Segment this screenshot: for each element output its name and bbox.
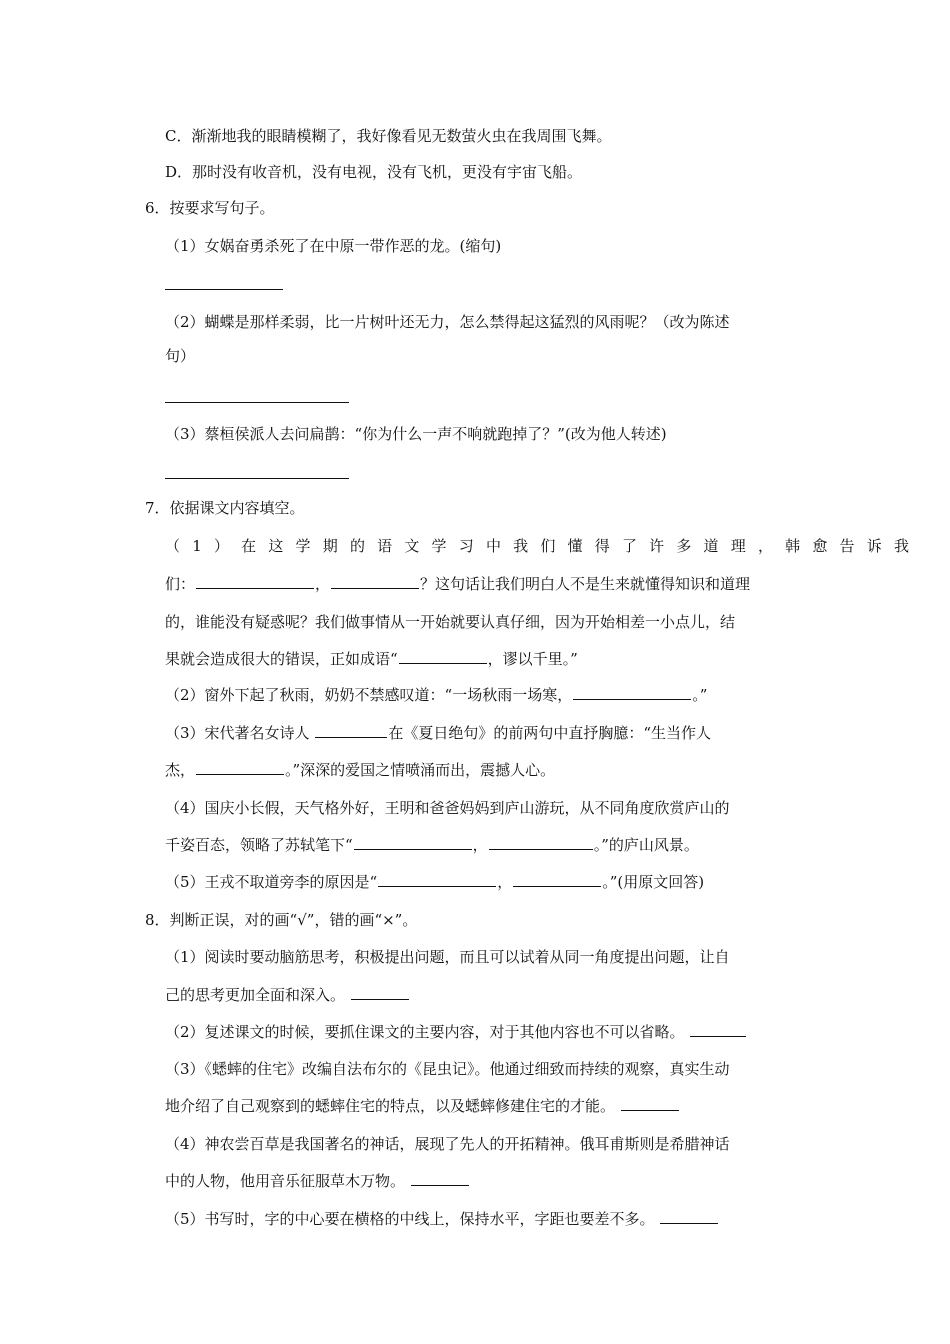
q7-part-5: （5）王戎不取道旁李的原因是“ ， 。”(用原文回答): [165, 868, 950, 896]
q8-statement-1-line-1: （1）阅读时要动脑筋思考，积极提出问题，而且可以试着从同一角度提出问题，让自: [165, 948, 730, 966]
q6-sentence-2-line-2: 句）: [165, 347, 196, 365]
q5-option-c: C．渐渐地我的眼睛模糊了，我好像看见无数萤火虫在我周围飞舞。: [165, 127, 612, 145]
q7-blank-9[interactable]: [378, 870, 496, 887]
q8-answer-5[interactable]: [660, 1207, 718, 1224]
q7-blank-8[interactable]: [489, 833, 593, 850]
q8-title: 8．判断正误，对的画“√”，错的画“×”。: [145, 911, 418, 929]
q8-statement-4-line-2: 中的人物，他用音乐征服草木万物。: [165, 1167, 950, 1195]
q6-title: 6．按要求写句子。: [145, 199, 275, 217]
q8-answer-2[interactable]: [690, 1020, 746, 1037]
q6-answer-line-2[interactable]: [165, 402, 349, 403]
q7-blank-2[interactable]: [331, 572, 419, 589]
q7-part-1-line-4: 果就会造成很大的错误，正如成语“ ，谬以千里。”: [165, 645, 950, 673]
q6-sentence-3: （3）蔡桓侯派人去问扁鹊：“你为什么一声不响就跑掉了？”(改为他人转述): [165, 425, 667, 443]
q6-sentence-2-line-1: （2）蝴蝶是那样柔弱，比一片树叶还无力，怎么禁得起这猛烈的风雨呢？（改为陈述: [165, 313, 730, 331]
q6-sentence-1: （1）女娲奋勇杀死了在中原一带作恶的龙。(缩句): [165, 237, 502, 255]
q7-part-3-line-2: 杰， 。”深深的爱国之情喷涌而出，震撼人心。: [165, 756, 950, 784]
q5-option-d: D．那时没有收音机，没有电视，没有飞机，更没有宇宙飞船。: [165, 163, 583, 181]
q8-answer-4[interactable]: [411, 1169, 469, 1186]
q7-part-1-line-1: （1）在这学期的语文学习中我们懂得了许多道理，韩愈告诉我: [165, 537, 922, 555]
q7-blank-1[interactable]: [196, 572, 314, 589]
q8-statement-5: （5）书写时，字的中心要在横格的中线上，保持水平，字距也要差不多。: [165, 1205, 950, 1233]
q7-part-4-line-1: （4）国庆小长假，天气格外好，王明和爸爸妈妈到庐山游玩，从不同角度欣赏庐山的: [165, 799, 730, 817]
q8-statement-2: （2）复述课文的时候，要抓住课文的主要内容，对于其他内容也不可以省略。: [165, 1018, 950, 1046]
q7-blank-7[interactable]: [354, 833, 472, 850]
q7-blank-5[interactable]: [315, 721, 387, 738]
q7-part-3-line-1: （3）宋代著名女诗人 在《夏日绝句》的前两句中直抒胸臆：“生当作人: [165, 719, 950, 747]
q7-blank-3[interactable]: [399, 647, 487, 664]
q7-part-4-line-2: 千姿百态，领略了苏轼笔下“ ， 。”的庐山风景。: [165, 831, 950, 859]
q7-blank-4[interactable]: [573, 683, 691, 700]
q8-statement-3-line-2: 地介绍了自己观察到的蟋蟀住宅的特点，以及蟋蟀修建住宅的才能。: [165, 1092, 950, 1120]
q7-part-1-line-2: 们： ， ？这句话让我们明白人不是生来就懂得知识和道理: [165, 570, 950, 598]
q7-blank-6[interactable]: [196, 758, 284, 775]
q7-part-1-line-3: 的，谁能没有疑惑呢？我们做事情从一开始就要认真仔细，因为开始相差一小点儿，结: [165, 613, 736, 631]
q6-answer-line-1[interactable]: [165, 289, 283, 290]
q8-statement-3-line-1: （3）《蟋蟀的住宅》改编自法布尔的《昆虫记》。他通过细致而持续的观察，真实生动: [165, 1060, 730, 1078]
q6-answer-line-3[interactable]: [165, 478, 349, 479]
q7-part-2: （2）窗外下起了秋雨，奶奶不禁感叹道：“一场秋雨一场寒， 。”: [165, 681, 950, 709]
q8-answer-1[interactable]: [351, 983, 409, 1000]
q8-statement-1-line-2: 己的思考更加全面和深入。: [165, 981, 950, 1009]
q8-statement-4-line-1: （4）神农尝百草是我国著名的神话，展现了先人的开拓精神。俄耳甫斯则是希腊神话: [165, 1135, 730, 1153]
q7-blank-10[interactable]: [513, 870, 601, 887]
q8-answer-3[interactable]: [621, 1094, 679, 1111]
q7-title: 7．依据课文内容填空。: [145, 499, 305, 517]
